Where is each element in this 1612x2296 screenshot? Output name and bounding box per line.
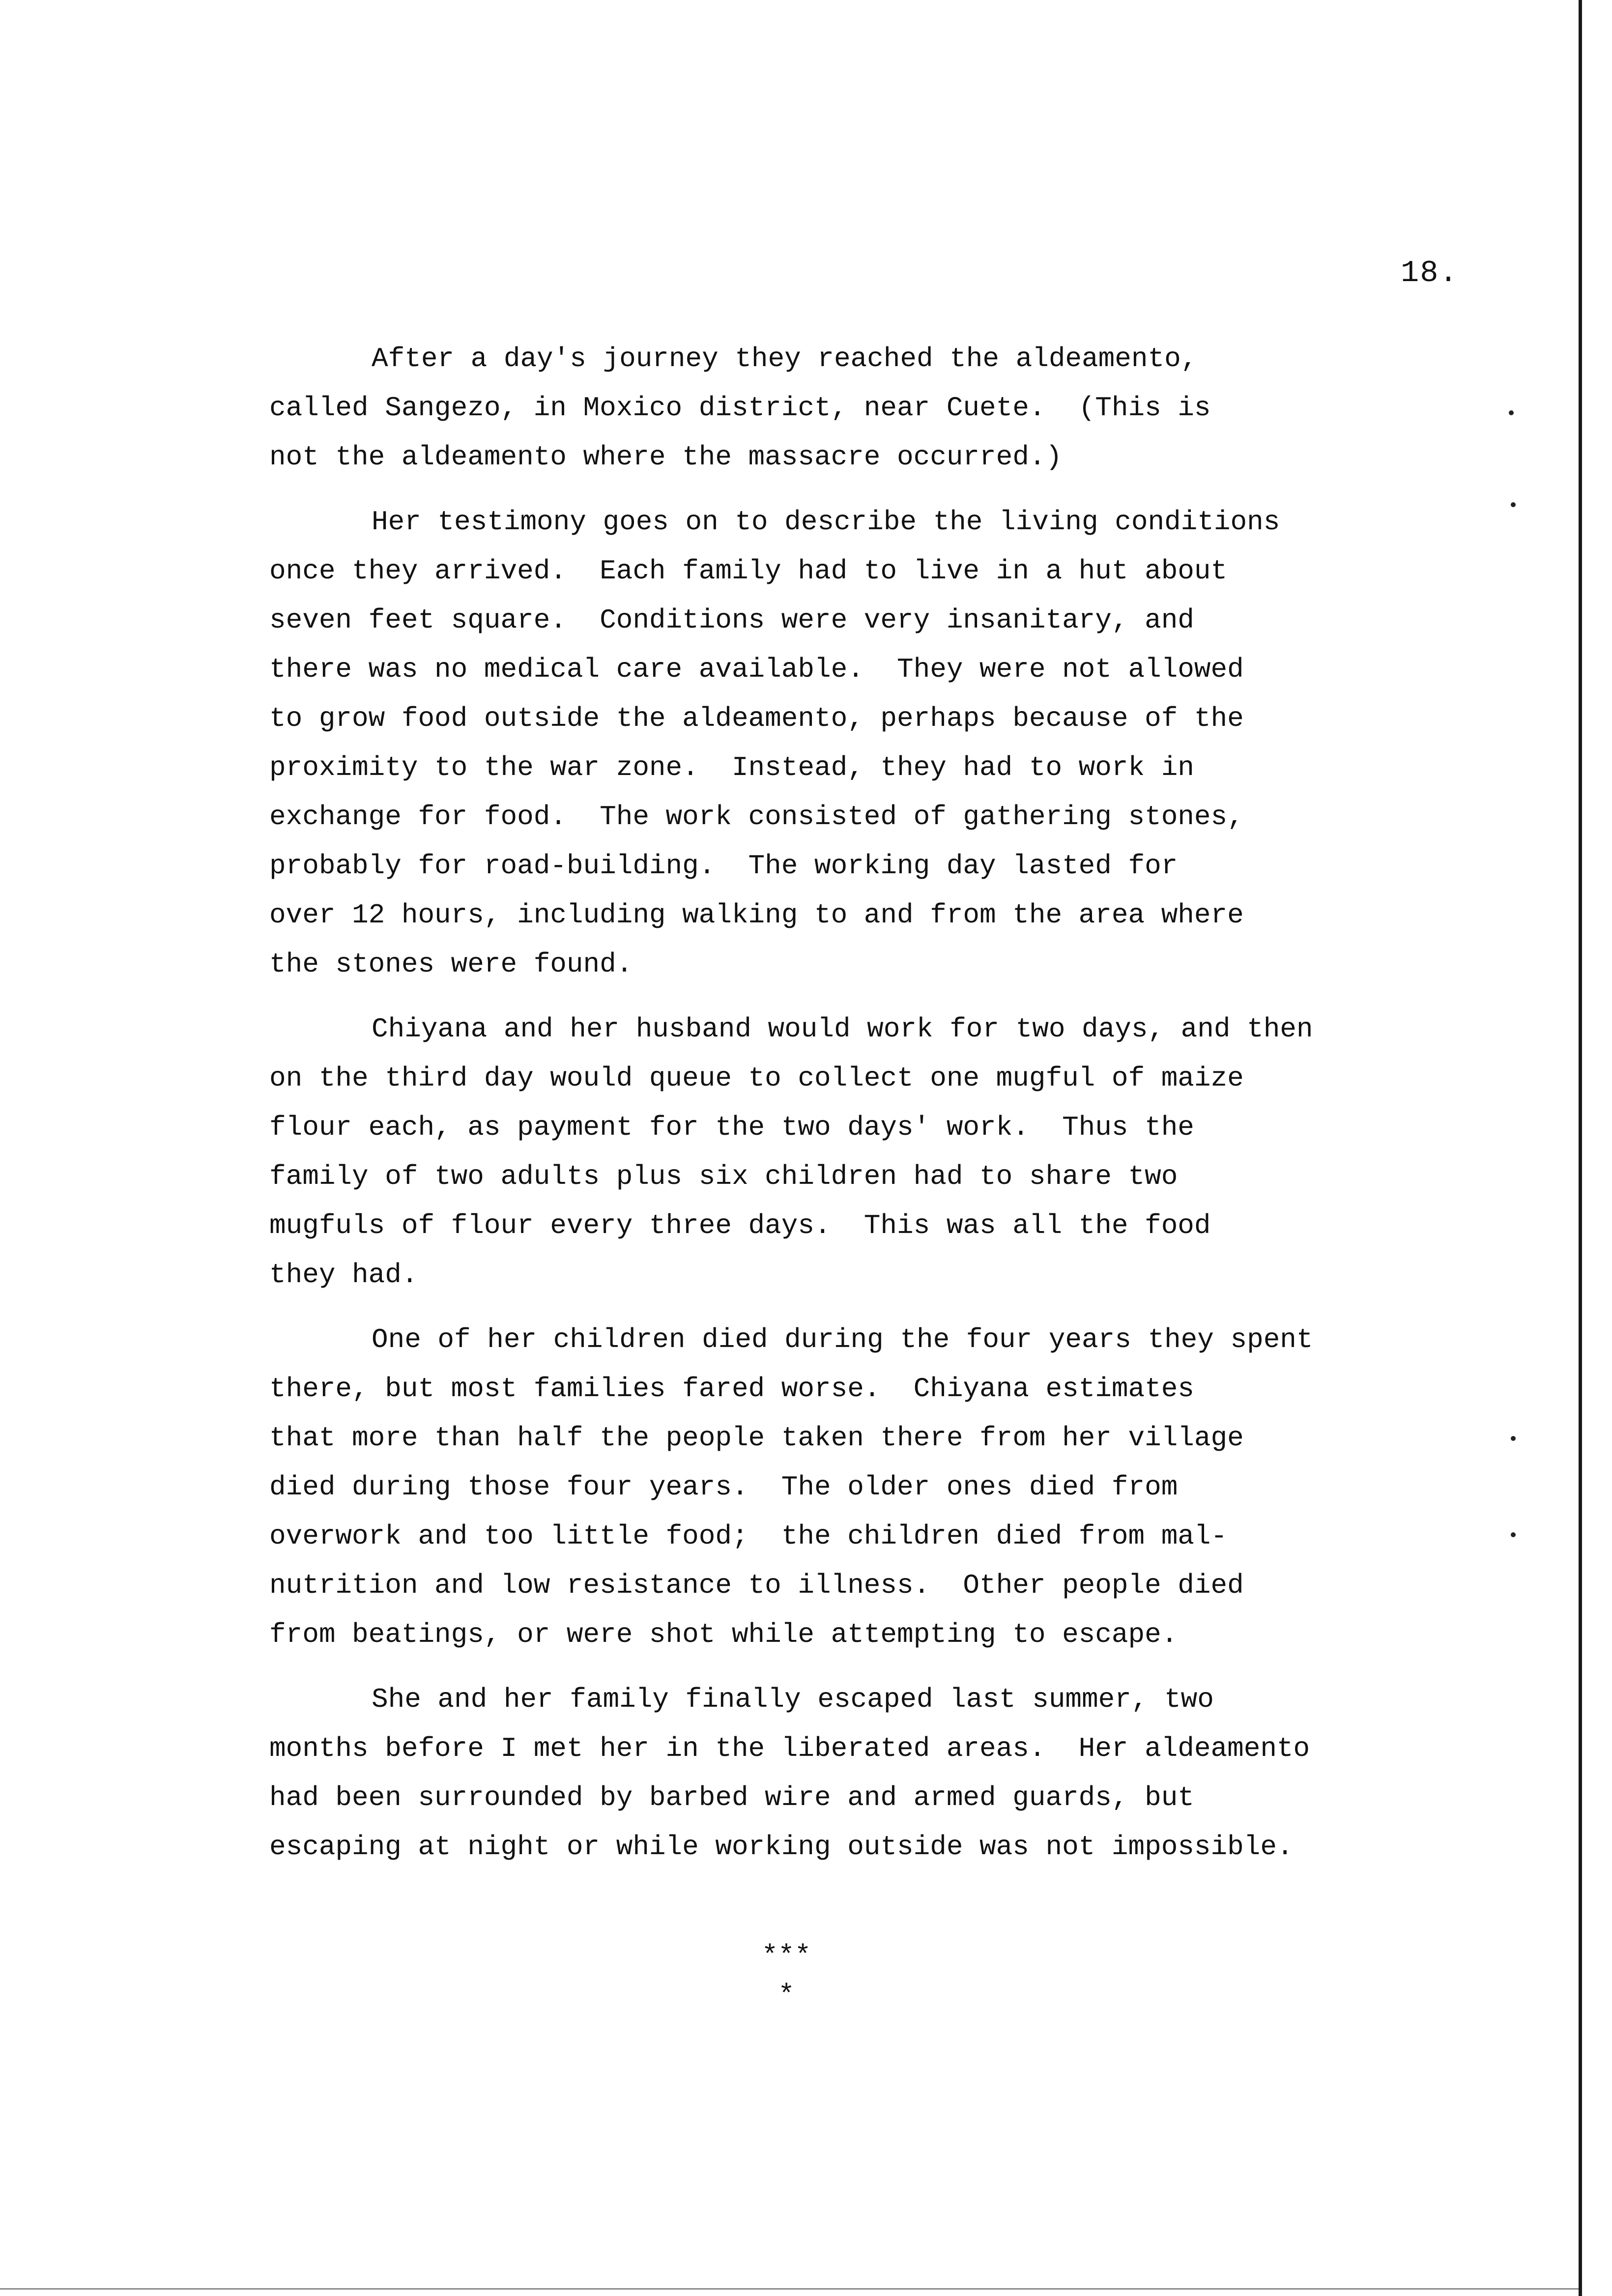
text-line: called Sangezo, in Moxico district, near Cuete. (This is <box>269 392 1211 424</box>
text-line: flour each, as payment for the two days' work. Thus the <box>269 1112 1194 1143</box>
text-line: on the third day would queue to collect one mugful of maize <box>269 1062 1244 1094</box>
margin-mark <box>1511 1436 1516 1441</box>
text-line: to grow food outside the aldeamento, perhaps because of the <box>269 703 1244 734</box>
text-line: months before I met her in the liberated areas. Her aldeamento <box>269 1733 1310 1764</box>
page-edge-border <box>1579 0 1582 2296</box>
text-line: overwork and too little food; the children died from mal- <box>269 1521 1228 1552</box>
text-line: seven feet square. Conditions were very insanitary, and <box>269 604 1194 636</box>
text-line: She and her family finally escaped last summer, two <box>372 1684 1214 1715</box>
text-line: mugfuls of flour every three days. This was all the food <box>269 1210 1211 1241</box>
paragraph <box>269 334 1313 482</box>
margin-mark <box>1511 1532 1516 1537</box>
paragraph <box>269 1315 1313 1659</box>
separator-star-bottom: * <box>778 1980 795 2011</box>
paragraph <box>269 497 1313 989</box>
text-line: the stones were found. <box>269 948 633 980</box>
section-separator <box>747 1936 826 2015</box>
text-line: died during those four years. The older ones died from <box>269 1471 1178 1503</box>
text-line: escaping at night or while working outside was not impossible. <box>269 1831 1294 1863</box>
page-number: 18. <box>1401 256 1459 290</box>
text-line: from beatings, or were shot while attempting to escape. <box>269 1619 1178 1650</box>
text-line: Chiyana and her husband would work for two days, and then <box>372 1013 1313 1045</box>
text-line: they had. <box>269 1259 418 1291</box>
text-line: proximity to the war zone. Instead, they had to work in <box>269 752 1194 783</box>
paragraph <box>269 1675 1313 1871</box>
separator-stars-top: *** <box>761 1940 811 1972</box>
paragraph <box>269 1004 1313 1299</box>
margin-mark <box>1509 410 1514 415</box>
text-line: over 12 hours, including walking to and from the area where <box>269 899 1244 931</box>
text-line: there, but most families fared worse. Chiyana estimates <box>269 1373 1194 1405</box>
text-line: After a day's journey they reached the aldeamento, <box>372 343 1198 374</box>
text-line: One of her children died during the four years they spent <box>372 1324 1313 1355</box>
body-text <box>269 334 1313 1887</box>
text-line: once they arrived. Each family had to live in a hut about <box>269 555 1228 587</box>
text-line: nutrition and low resistance to illness. Other people died <box>269 1570 1244 1601</box>
text-line: not the aldeamento where the massacre occurred.) <box>269 441 1063 473</box>
text-line: family of two adults plus six children had to share two <box>269 1161 1178 1192</box>
text-line: there was no medical care available. They were not allowed <box>269 654 1244 685</box>
text-line: Her testimony goes on to describe the living conditions <box>372 506 1280 538</box>
text-line: that more than half the people taken there from her village <box>269 1422 1244 1454</box>
text-line: exchange for food. The work consisted of gathering stones, <box>269 801 1244 832</box>
text-line: had been surrounded by barbed wire and armed guards, but <box>269 1782 1194 1813</box>
text-line: probably for road-building. The working day lasted for <box>269 850 1178 882</box>
bottom-rule <box>0 2288 1579 2290</box>
margin-mark <box>1511 502 1516 507</box>
